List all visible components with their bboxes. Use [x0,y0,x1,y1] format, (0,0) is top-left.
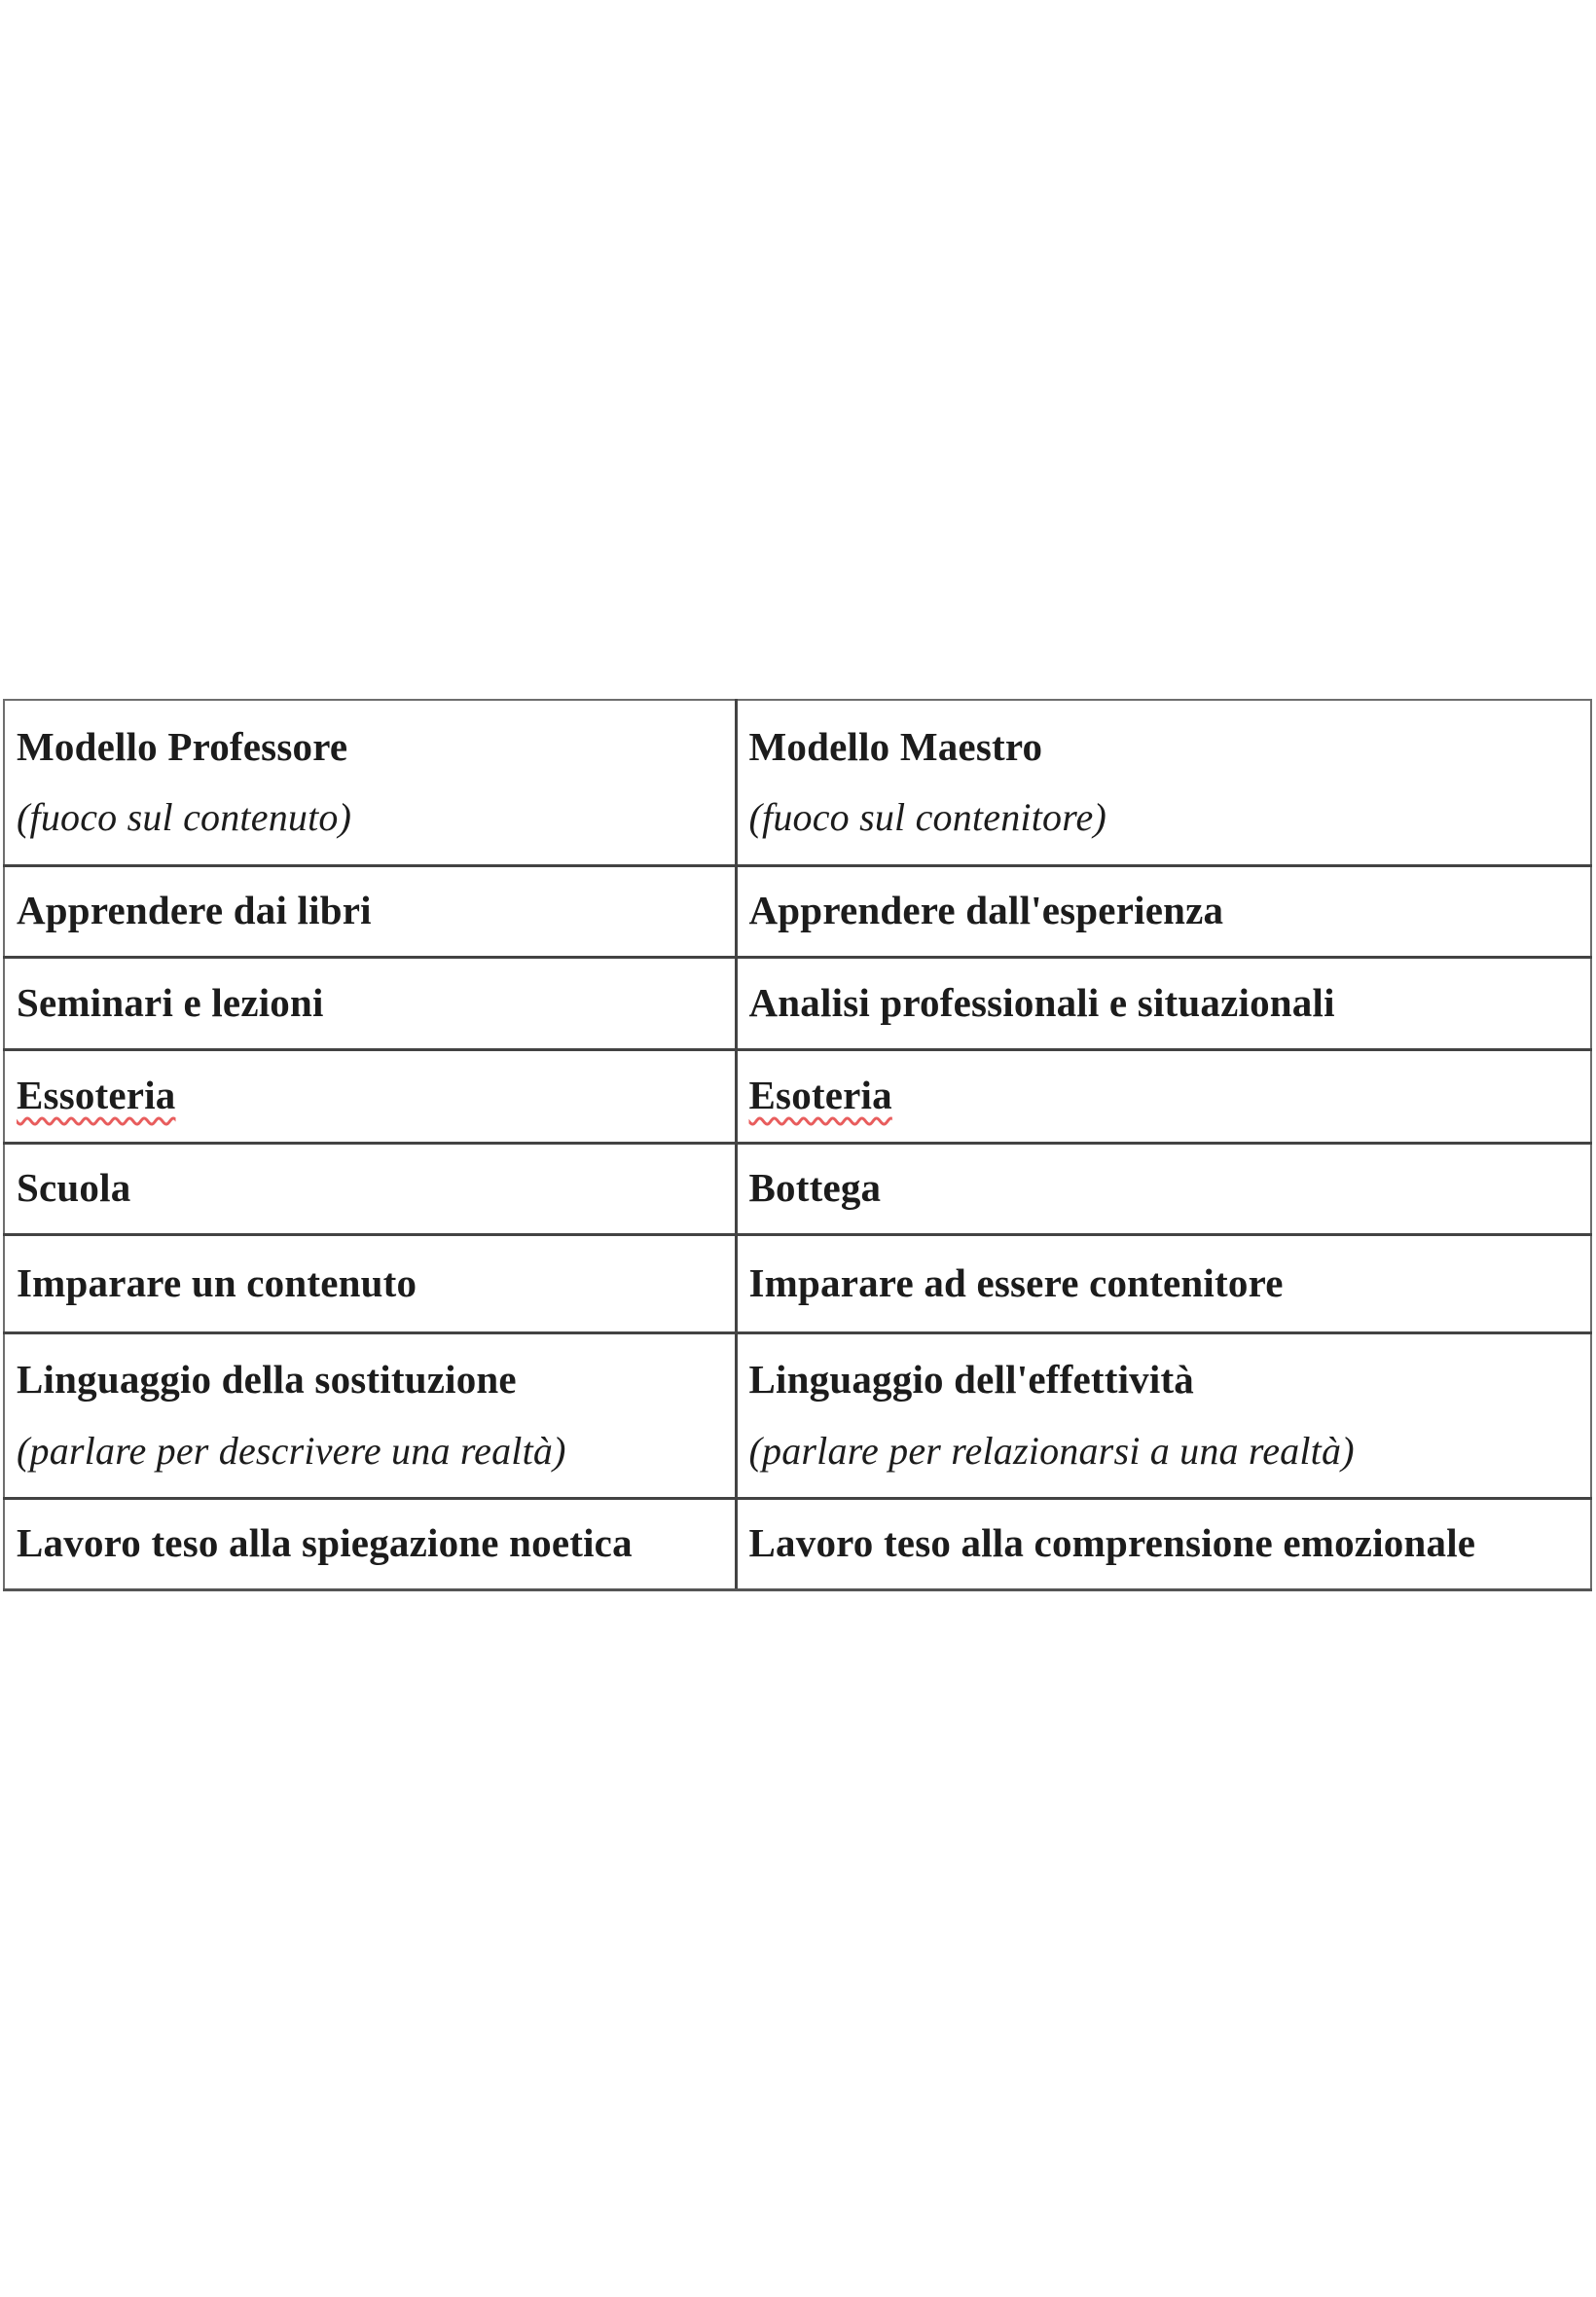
table-cell-left [4,1234,736,1332]
cell-main-text: Modello Maestro [748,724,1043,770]
table-cell-left [4,1049,736,1143]
table-row [4,1049,1591,1143]
table-cell-right [736,1143,1591,1234]
cell-main-text: Apprendere dall'esperienza [748,888,1224,933]
cell-main-text: Modello Professore [17,724,348,770]
cell-sub-text: (parlare per descrivere una realtà) [17,1428,566,1473]
table-row [4,700,1591,865]
cell-main-text: Lavoro teso alla comprensione emozionale [748,1520,1476,1566]
table-row [4,1234,1591,1332]
table-cell-left [4,1143,736,1234]
table-cell-right [736,865,1591,957]
cell-main-text: Imparare ad essere contenitore [748,1259,1284,1305]
table-cell-right [736,1049,1591,1143]
table-cell-left [4,700,736,865]
misspelled-word: Esoteria [748,1073,892,1118]
table-cell-right [736,1332,1591,1498]
table-row [4,957,1591,1049]
table-cell-left [4,1498,736,1589]
table-cell-left [4,957,736,1049]
cell-sub-text: (parlare per relazionarsi a una realtà) [748,1428,1355,1473]
cell-main-text: Lavoro teso alla spiegazione noetica [17,1520,633,1566]
table-row [4,1332,1591,1498]
cell-main-text: Bottega [748,1165,882,1211]
table-cell-right [736,700,1591,865]
cell-main-text: Apprendere dai libri [17,888,372,933]
cell-sub-text: (fuoco sul contenitore) [748,795,1106,840]
cell-main-text: Analisi professionali e situazionali [748,979,1335,1025]
table-cell-left [4,1332,736,1498]
table-cell-right [736,957,1591,1049]
cell-main-text [17,1073,731,1118]
table-row [4,1498,1591,1589]
table-cell-right [736,1498,1591,1589]
cell-main-text: Imparare un contenuto [17,1259,417,1305]
cell-main-text: Linguaggio dell'effettività [748,1357,1195,1403]
cell-sub-text: (fuoco sul contenuto) [17,795,352,840]
table-cell-right [736,1234,1591,1332]
table-cell-left [4,865,736,957]
table-row [4,1143,1591,1234]
cell-main-text: Linguaggio della sostituzione [17,1357,517,1403]
comparison-table [3,699,1592,1591]
cell-main-text: Scuola [17,1165,131,1211]
misspelled-word: Essoteria [17,1073,176,1118]
table-row [4,865,1591,957]
cell-main-text: Seminari e lezioni [17,979,324,1025]
cell-main-text [749,1073,1587,1118]
